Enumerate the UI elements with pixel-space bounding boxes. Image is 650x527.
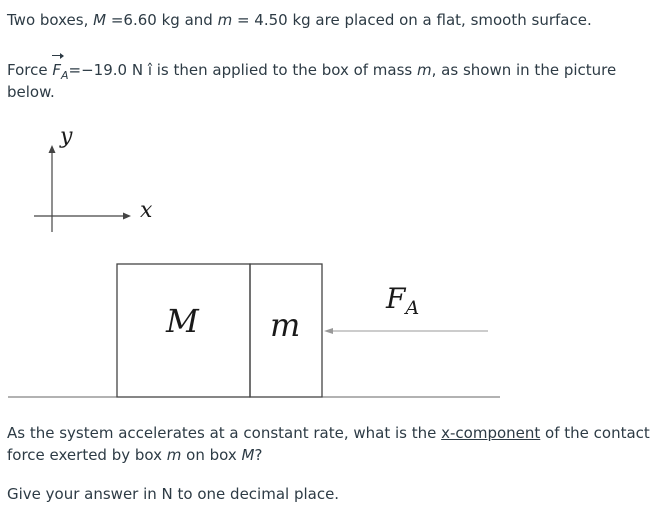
force-label-subscript: A: [405, 297, 420, 319]
question-part-b: of the contact: [540, 424, 650, 442]
x-axis-label: x: [140, 198, 153, 223]
mass-M-value: =6.60 kg and: [106, 11, 218, 29]
mass-m-value: = 4.50 kg are placed on a flat, smooth surface.: [232, 11, 592, 29]
box-m-label: m: [270, 306, 301, 344]
question-part-e: ?: [254, 446, 263, 464]
force-text-cont: below.: [7, 83, 55, 101]
question-line-1: [7, 423, 650, 443]
box-M-label: M: [166, 302, 199, 340]
force-value: =−19.0 N î is then applied to the box of mass: [68, 61, 418, 79]
mass-M-symbol: M: [93, 11, 107, 29]
coordinate-axes: [34, 145, 131, 232]
question-line-2: [7, 445, 262, 465]
question-part-d: on box: [181, 446, 242, 464]
x-component-term: x-component: [441, 424, 541, 442]
force-subscript: A: [61, 69, 69, 82]
force-mass-symbol: m: [417, 61, 432, 79]
force-vector-symbol: F: [52, 61, 61, 79]
intro-prefix: Two boxes,: [7, 11, 94, 29]
y-axis-label: y: [60, 124, 73, 149]
x-axis-arrowhead: [123, 213, 131, 220]
force-prefix: Force: [7, 61, 53, 79]
question-part-c: force exerted by box: [7, 446, 167, 464]
force-label: [386, 282, 420, 319]
force-label-letter: F: [386, 282, 406, 315]
question-m-symbol: m: [166, 446, 182, 464]
question-part-a: As the system accelerates at a constant rate, what is the: [7, 424, 442, 442]
answer-instruction: Give your answer in N to one decimal place.: [7, 485, 340, 503]
force-arrowhead: [324, 328, 333, 334]
force-suffix: , as shown in the picture: [431, 61, 617, 79]
mass-m-symbol: m: [217, 11, 233, 29]
y-axis-arrowhead: [49, 145, 56, 153]
question-M-symbol: M: [241, 446, 255, 464]
